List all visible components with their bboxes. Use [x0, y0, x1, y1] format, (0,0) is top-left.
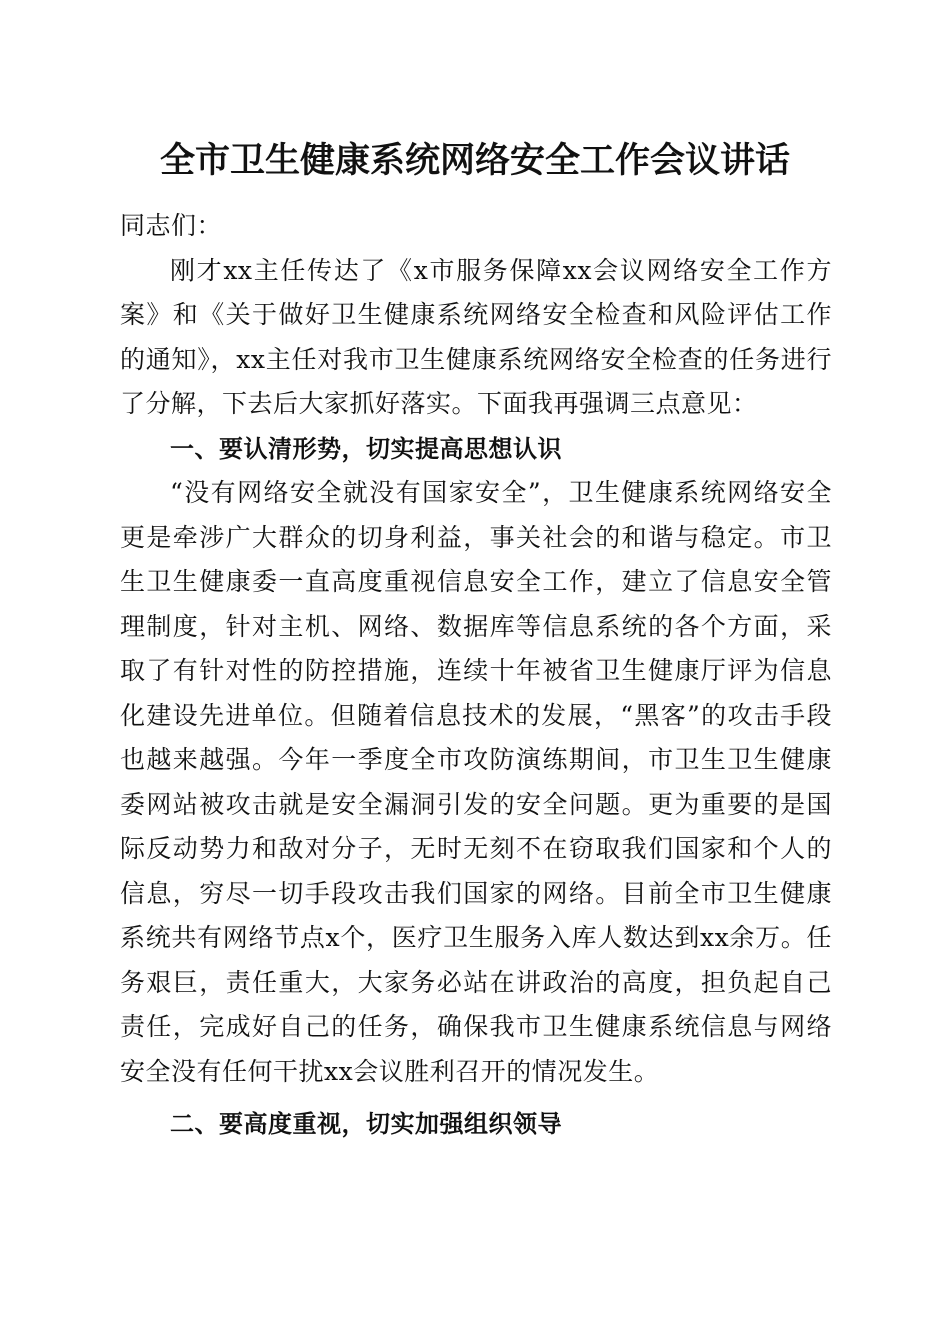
salutation: 同志们：: [120, 211, 223, 240]
section-1-paragraph: “没有网络安全就没有国家安全”，卫生健康系统网络安全更是牵涉广大群众的切身利益，事关社会的和谐与稳定。市卫生卫生健康委一直高度重视信息安全工作，建立了信息安全管理制度，针对主机、网络、数据库等信息系统的各个方面，采取了有针对性的防控措施，连续十年被省卫生健康厅评为信息化建设先进单位。但随着信息技术的发展，“黑客”的攻击手段也越来越强。今年一季度全市攻防演练期间，市卫生卫生健康委网站被攻击就是安全漏洞引发的安全问题。更为重要的是国际反动势力和敌对分子，无时无刻不在窃取我们国家和个人的信息，穷尽一切手段攻击我们国家的网络。目前全市卫生健康系统共有网络节点x个，医疗卫生服务入库人数达到xx余万。任务艰巨，责任重大，大家务必站在讲政治的高度，担负起自己责任，完成好自己的任务，确保我市卫生健康系统信息与网络安全没有任何干扰xx会议胜利召开的情况发生。: [120, 478, 832, 1086]
section-1-heading: 一、要认清形势，切实提高思想认识: [170, 434, 562, 463]
document-title: 全市卫生健康系统网络安全工作会议讲话: [159, 140, 790, 181]
document-body: [120, 204, 832, 1147]
section-2-heading: 二、要高度重视，切实加强组织领导: [170, 1110, 562, 1138]
intro-paragraph: 刚才xx主任传达了《x市服务保障xx会议网络安全工作方案》和《关于做好卫生健康系统网络安全检查和风险评估工作的通知》，xx主任对我市卫生健康系统网络安全检查的任务进行了分解，下去后大家抓好落实。下面我再强调三点意见：: [120, 255, 832, 418]
